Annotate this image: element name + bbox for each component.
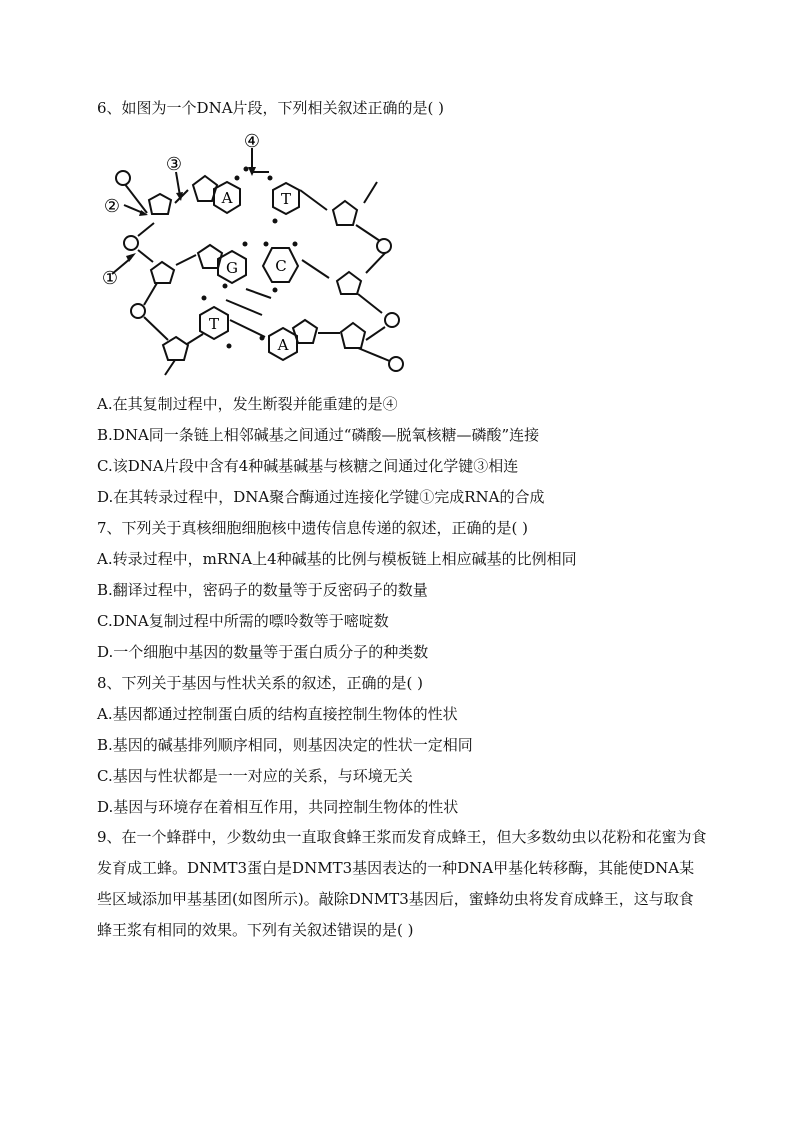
base-t-bottom: T <box>208 315 220 333</box>
q8-stem: 8、下列关于基因与性状关系的叙述，正确的是( ) <box>97 674 424 692</box>
q8-option-d: D.基因与环境存在着相互作用，共同控制生物体的性状 <box>97 798 459 816</box>
base-a-bottom: A <box>277 336 289 354</box>
base-c: C <box>275 257 287 275</box>
q8-option-c: C.基因与性状都是一一对应的关系，与环境无关 <box>97 767 413 785</box>
q8-option-a: A.基因都通过控制蛋白质的结构直接控制生物体的性状 <box>97 705 458 723</box>
q6-option-c: C.该DNA片段中含有4种碱基碱基与核糖之间通过化学键③相连 <box>97 457 519 475</box>
q6-option-d: D.在其转录过程中，DNA聚合酶通过连接化学键①完成RNA的合成 <box>97 488 545 506</box>
q6-stem: 6、如图为一个DNA片段，下列相关叙述正确的是( ) <box>97 99 445 117</box>
base-t-top: T <box>280 190 292 208</box>
q7-stem: 7、下列关于真核细胞细胞核中遗传信息传递的叙述，正确的是( ) <box>97 519 529 537</box>
q9-stem: 9、在一个蜂群中，少数幼虫一直取食蜂王浆而发育成蜂王，但大多数幼虫以花粉和花蜜为食发育成工蜂。DNMT3蛋白是DNMT3基因表达的一种DNA甲基化转移酶，其能使DNA某些区域添加甲基基团(如图所示)。敲除DNMT3基因后，蜜蜂幼虫将发育成蜂王，这与取食蜂王浆有相同的效果。下列有关叙述错误的是( ) <box>97 828 707 939</box>
callout-1: ① <box>101 268 119 289</box>
q7-option-b: B.翻译过程中，密码子的数量等于反密码子的数量 <box>97 581 428 599</box>
callout-2: ② <box>103 196 121 217</box>
callout-4: ④ <box>243 131 261 152</box>
q7-option-a: A.转录过程中，mRNA上4种碱基的比例与模板链上相应碱基的比例相同 <box>97 550 577 568</box>
dna-fragment-diagram <box>96 128 416 386</box>
q7-option-d: D.一个细胞中基因的数量等于蛋白质分子的种类数 <box>97 643 429 661</box>
base-g: G <box>226 259 238 277</box>
q8-option-b: B.基因的碱基排列顺序相同，则基因决定的性状一定相同 <box>97 736 473 754</box>
q7-option-c: C.DNA复制过程中所需的嘌呤数等于嘧啶数 <box>97 612 389 630</box>
callout-3: ③ <box>165 154 183 175</box>
q6-option-b: B.DNA同一条链上相邻碱基之间通过“磷酸—脱氧核糖—磷酸”连接 <box>97 426 540 444</box>
q6-option-a: A.在其复制过程中，发生断裂并能重建的是④ <box>97 395 398 413</box>
base-a-top: A <box>221 189 233 207</box>
